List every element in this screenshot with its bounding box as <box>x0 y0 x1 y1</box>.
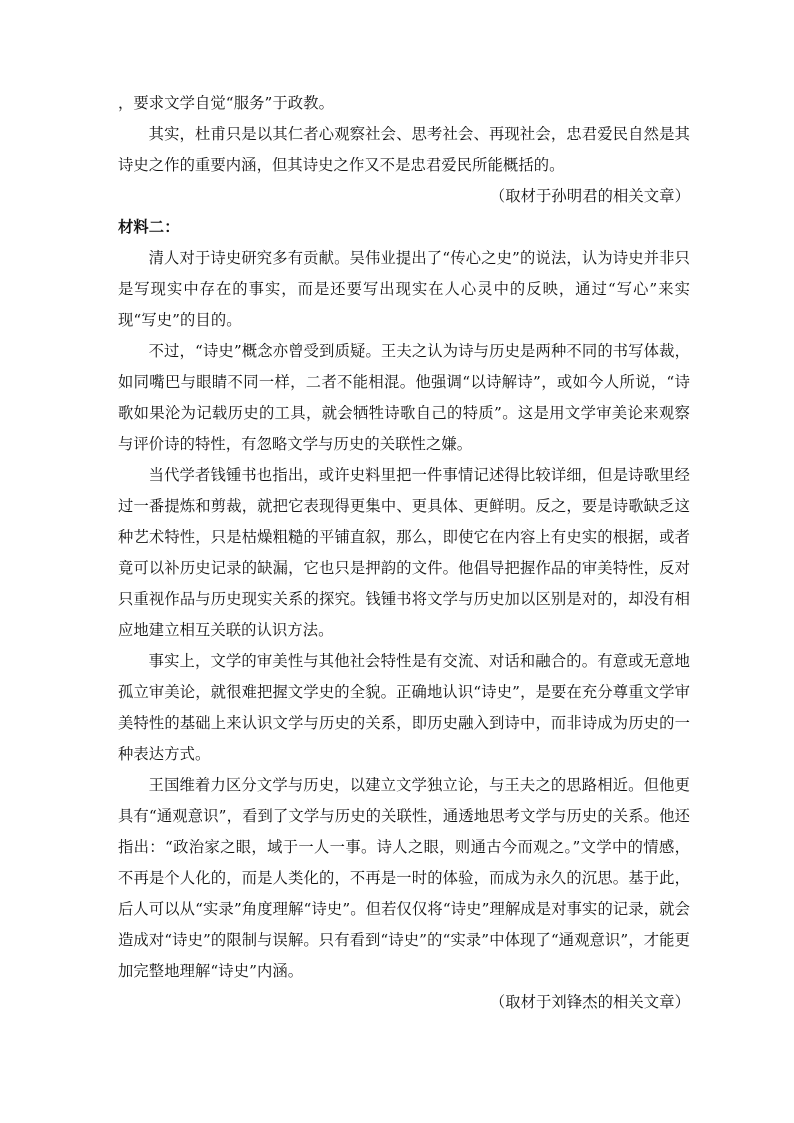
source-citation: （取材于刘锋杰的相关文章） <box>489 993 690 1011</box>
paragraph: 当代学者钱锺书也指出，或许史料里把一件事情记述得比较详细，但是诗歌里经过一番提炼和剪裁，就把它表现得更集中、更具体、更鲜明。反之，要是诗歌缺乏这种艺术特性，只是枯燥粗糙的平铺直叙，那么，即使它在内容上有史实的根据，或者竟可以补历史记录的缺漏，它也只是押韵的文件。他倡导把握作品的审美特性，反对只重视作品与历史现实关系的探究。钱锺书将文学与历史加以区别是对的，却没有相应地建立相互关联的认识方法。 <box>118 466 690 639</box>
source-citation: （取材于孙明君的相关文章） <box>489 187 690 205</box>
article-body <box>118 88 690 1018</box>
paragraph-continuation: ，要求文学自觉“服务”于政教。 <box>118 94 335 112</box>
paragraph: 王国维着力区分文学与历史，以建立文学独立论，与王夫之的思路相近。但他更具有“通观意识”，看到了文学与历史的关联性，通透地思考文学与历史的关系。他还指出：“政治家之眼，域于一人一事。诗人之眼，则通古今而观之。”文学中的情感，不再是个人化的，而是人类化的，不再是一时的体验，而成为永久的沉思。基于此，后人可以从“实录”角度理解“诗史”。但若仅仅将“诗史”理解成是对事实的记录，就会造成对“诗史”的限制与误解。只有看到“诗史”的“实录”中体现了“通观意识”，才能更加完整地理解“诗史”内涵。 <box>118 776 690 980</box>
material-heading: 材料二： <box>118 218 180 236</box>
paragraph: 清人对于诗史研究多有贡献。吴伟业提出了“传心之史”的说法，认为诗史并非只是写现实中存在的事实，而是还要写出现实在人心灵中的反映，通过“写心”来实现“写史”的目的。 <box>118 249 690 329</box>
paragraph: 不过，“诗史”概念亦曾受到质疑。王夫之认为诗与历史是两种不同的书写体裁，如同嘴巴与眼睛不同一样，二者不能相混。他强调“以诗解诗”，或如今人所说，“诗歌如果沦为记载历史的工具，就会牺牲诗歌自己的特质”。这是用文学审美论来观察与评价诗的特性，有忽略文学与历史的关联性之嫌。 <box>118 342 690 453</box>
paragraph: 事实上，文学的审美性与其他社会特性是有交流、对话和融合的。有意或无意地孤立审美论，就很难把握文学史的全貌。正确地认识“诗史”，是要在充分尊重文学审美特性的基础上来认识文学与历史的关系，即历史融入到诗中，而非诗成为历史的一种表达方式。 <box>118 652 690 763</box>
paragraph: 其实，杜甫只是以其仁者心观察社会、思考社会、再现社会，忠君爱民自然是其诗史之作的重要内涵，但其诗史之作又不是忠君爱民所能概括的。 <box>118 125 690 174</box>
